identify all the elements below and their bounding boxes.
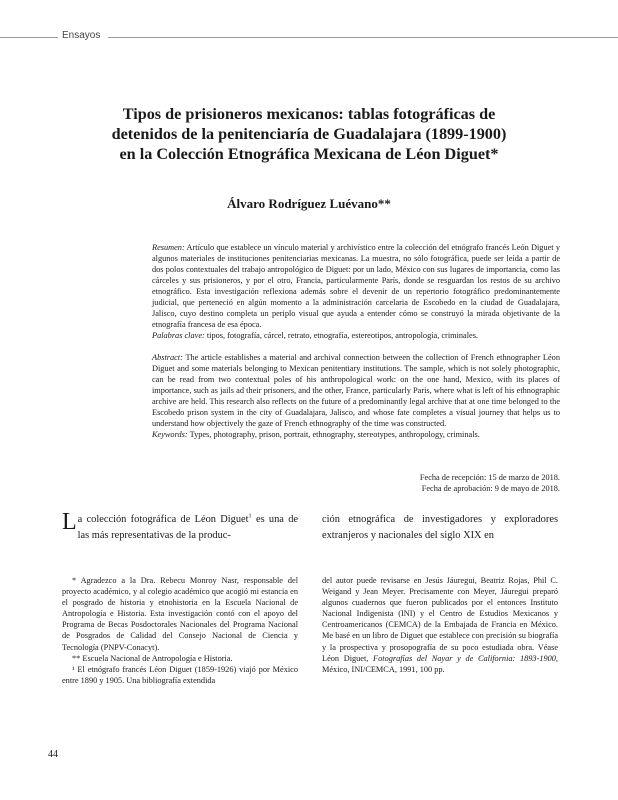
footnote: ¹ El etnógrafo francés Léon Diguet (1859-1926) viajó por México entre 1890 y 1905. Una bibliografía extendida	[62, 664, 298, 685]
abstract-es-text: Artículo que establece un vínculo material y archivístico entre la colección del etnógrafo francés León Diguet y algunos materiales de instituciones penitenciarias mexicanas. La muestra, no sólo fotográfica, puede ser leída a partir de dos polos contextuales del trabajo antropológico de Diguet: por un lado, México con sus lugares de importancia, como las cárceles y sus prisioneros, y por el otro, Francia, particularmente París, donde se resguardan los restos de su archivo etnográfico. Esta investigación reflexiona además sobre el devenir de un repertorio fotográfico predominantemente judicial, que perteneció en algún momento a la administración carcelaria de Escobedo en la ciudad de Guadalajara, Jalisco, cuyo destino completa un periplo visual que ayuda a entender cómo se construyó la mirada objetivante de la etnografía francesa de esa época.	[152, 243, 560, 330]
title-line: Tipos de prisioneros mexicanos: tablas fotográficas de	[122, 105, 496, 123]
body-column-right	[322, 512, 558, 544]
footnote-continuation	[322, 575, 558, 675]
keywords-es	[152, 330, 560, 341]
footnote-book-title: Fotografías del Nayar y de California: 1893-1900	[373, 653, 556, 663]
keywords-en	[152, 429, 560, 440]
keywords-en-label: Keywords:	[152, 430, 188, 440]
title-line: detenidos de la penitenciaría de Guadalajara (1899-1900)	[111, 125, 507, 143]
author-name: Álvaro Rodríguez Luévano**	[227, 196, 391, 211]
article-dates	[300, 472, 560, 494]
body-text: es una de las más representativas de la produc-	[77, 514, 298, 541]
drop-cap: L	[62, 509, 77, 535]
approved-date: Fecha de aprobación: 9 de mayo de 2018.	[421, 484, 560, 493]
keywords-es-label: Palabras clave:	[152, 331, 205, 341]
section-label: Ensayos	[62, 30, 101, 41]
page-number: 44	[48, 749, 58, 760]
header-rule-right	[108, 37, 618, 38]
abstract-es-body	[152, 242, 560, 330]
abstract-es	[152, 242, 560, 341]
abstract-en-text: The article establishes a material and archival connection between the collection of French ethnographer Léon Diguet and some materials belonging to Mexican penitentiary institutions. The sample, which is not solely photographic, can be read from two contextual poles of his anthropological work: on the one hand, Mexico, with its places of importance, such as jails ad their prisoners, and the other, France, particularly Paris, where what is left of his ethnographic archive are held. This research also reflects on the future of a predominantly legal archive that at one time belonged to the Escobedo prison system in the city of Guadalajara, Jalisco, and whose fate completes a visual journey that helps us to understand how objectively the gaze of French ethnography of the time was constructed.	[152, 353, 560, 429]
body-text: ción etnográfica de investigadores y exploradores extranjeros y nacionales del siglo XIX en	[322, 514, 558, 541]
abstract-en-body	[152, 352, 560, 429]
abstract-en-label: Abstract:	[152, 353, 183, 362]
article-title	[0, 104, 618, 164]
header-rule-left	[0, 37, 58, 38]
footnote-ref[interactable]: 1	[248, 512, 252, 520]
footnote-text: , México, INI/CEMCA, 1991, 100 pp.	[322, 653, 558, 674]
body-column-left	[62, 509, 298, 544]
footnote-text: del autor puede revisarse en Jesús Jáuregui, Beatriz Rojas, Phil C. Weigand y Jean Meyer. Precisamente con Meyer, Jáuregui preparó algunos cuadernos que fueron publicados por el entonces Instituto Nacional Indigenista (INI) y el Centro de Estudios Mexicanos y Centroamericanos (CEMCA) de la Embajada de Francia en México. Me basé en un libro de Diguet que establece con precisión su biografía y la prospectiva y prosopografía de su poco estudiada obra. Véase Léon Diguet,	[322, 576, 558, 663]
footnote: ** Escuela Nacional de Antropología e Historia.	[72, 653, 233, 663]
body-text: a colección fotográfica de Léon Diguet	[77, 514, 249, 525]
abstract-es-label: Resumen:	[152, 243, 185, 252]
abstract-en	[152, 352, 560, 440]
keywords-es-text: tipos, fotografía, cárcel, retrato, etnografía, estereotipos, antropología, criminales.	[206, 331, 478, 341]
received-date: Fecha de recepción: 15 de marzo de 2018.	[419, 473, 560, 482]
footnotes-right	[322, 575, 558, 675]
keywords-en-text: Types, photography, prison, portrait, ethnography, stereotypes, anthropology, criminals.	[189, 430, 480, 440]
footnote: * Agradezco a la Dra. Rebecu Monroy Nasr, responsable del proyecto académico, y al colegio académico que acogió mi estancia en el posgrado de historia y etnohistoria en la Escuela Nacional de Antropología e Historia. Esta investigación contó con el apoyo del Programa de Becas Posdoctorales Nacionales del Programa Nacional de Posgrados de Calidad del Consejo Nacional de Ciencia y Tecnología (PNPV-Conacyt).	[62, 576, 298, 652]
title-line: en la Colección Etnográfica Mexicana de Léon Diguet*	[119, 145, 499, 163]
footnotes-left	[62, 575, 298, 686]
